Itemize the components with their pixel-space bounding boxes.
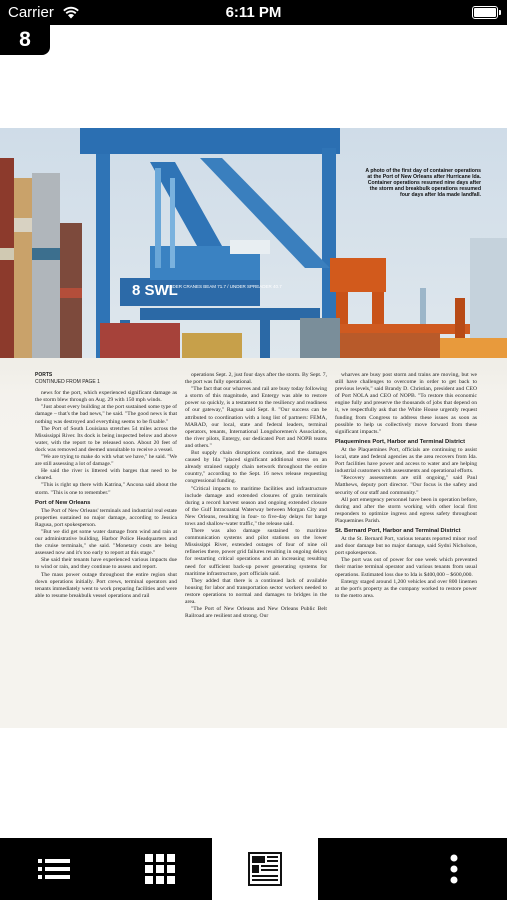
paragraph: The mass power outage throughout the entire region shut down operations initially. Port crews, terminal operators and tenants immediately went to work preparing facilities and were able to resume breakbulk vessel operations and rail	[35, 571, 177, 599]
paragraph: She said their tenants have experienced various impacts due to wind or rain, and they continue to assess and report.	[35, 557, 177, 571]
paragraph: "The Port of New Orleans and New Orleans Public Belt Railroad are resilient and strong. Our	[185, 606, 327, 620]
grid-icon	[145, 854, 175, 884]
carrier-label: Carrier	[8, 4, 54, 21]
paragraph: "Critical impacts to maritime facilities and infrastructure include damage and extended closures of grain terminals during a record harvest season and ongoing extended closure of the Gulf Intracoastal Waterway between Morgan City and New Orleans, resulting in four- to five-day delays for barge tows and shallow-water traffic," the release said.	[185, 485, 327, 527]
paragraph: "The fact that our wharves and rail are busy today following a storm of this magnitude, and Entergy was able to restore power so quickly, is a testament to the resiliency and readiness of our gateway," Ragusa said Sept. 8. "Our success can be attributed to coordination with a long list of partners: FEMA, MARAD, our local, state and federal leaders, terminal operators, tenants, International Longshoremen's Association, the river pilots, Entergy, our dedicated Port and NOPB teams and others."	[185, 386, 327, 449]
newspaper-page-icon	[248, 852, 282, 886]
list-view-button[interactable]	[6, 838, 101, 900]
status-bar	[0, 0, 507, 25]
paragraph: Entergy staged around 1,200 vehicles and over 800 linemen at the port's property as the company worked to restore power to the metro area.	[335, 578, 477, 599]
paragraph: "This is right up there with Katrina," Ancona said about the storm. "This is one to remember."	[35, 482, 177, 496]
more-options-button[interactable]	[406, 838, 501, 900]
battery-icon	[472, 6, 498, 19]
grid-view-button[interactable]	[112, 838, 207, 900]
paragraph: wharves are busy post storm and trains are moving, but we still have challenges to overcome in order to get back to previous levels," said Brandy D. Christian, president and CEO of Port NOLA and CEO of NOPB. "To restore this economic engine fully and preserve the thousands of jobs that depend on it, we respectfully ask that the White House urgently request funding from Congress to address these issues as soon as possible to help us collectively move forward from these significant impacts."	[335, 372, 477, 435]
more-vertical-icon	[450, 854, 458, 884]
paragraph: At the St. Bernard Port, various tenants reported minor roof and door damage but no major damage, said Sydni Nicholson, port spokesperson.	[335, 536, 477, 557]
crane-label-main: 8 SWL	[132, 282, 178, 299]
continued-line: CONTINUED FROM PAGE 1	[35, 379, 100, 386]
article-kicker: PORTS	[35, 372, 53, 378]
section-heading: St. Bernard Port, Harbor and Terminal District	[335, 527, 461, 534]
paragraph: "Recovery assessments are still ongoing," said Paul Matthews, deputy port director. "Our focus is the safety and security of our staff and community."	[335, 475, 477, 496]
paragraph: There was also damage sustained to maritime communication systems and pilot stations on the lower Mississippi River, extended outages of four of nine oil refineries there, power grid failures resulting in ongoing delays for restarting critical operations and an increasing resulting need for sufficient back-up power generating systems for maritime infrastructure, port officials said.	[185, 528, 327, 577]
page-view-button[interactable]	[212, 838, 318, 900]
list-icon	[38, 858, 70, 880]
paragraph: The Port of South Louisiana stretches 54 miles across the Mississippi River. Its dock is being inspected below and above water, with the report to be released soon. About 20 feet of dock was removed and deemed unsuitable to receive a vessel.	[35, 425, 177, 453]
paragraph: The Port of New Orleans' terminals and industrial real estate properties sustained no major damage, according to Jessica Ragusa, port spokesperson.	[35, 507, 177, 528]
article-column-1	[35, 372, 177, 600]
paragraph: At the Plaquemines Port, officials are continuing to assist local, state and federal agencies as the area recovers from Ida. Port facilities have power and access to water and are helping industrial customers with assessments and operational efforts.	[335, 446, 477, 475]
paragraph: They added that there is a continued lack of available housing for labor and transportation sector workers needed to restore operations to normal and damages to bridges in the area.	[185, 577, 327, 605]
paragraph: "Just about every building at the port sustained some type of damage – that's the bad news," he said. "The good news is that nothing was destroyed and everything seems to be fixable."	[35, 404, 177, 425]
paragraph: "We are trying to make do with what we have," he said. "We are still assessing a lot of damage."	[35, 454, 177, 468]
article-body	[0, 366, 507, 728]
article-column-2	[185, 372, 327, 620]
paragraph: operations Sept. 2, just four days after the storm. By Sept. 7, the port was fully operational.	[185, 372, 327, 386]
status-time: 6:11 PM	[225, 4, 282, 21]
newspaper-page[interactable]	[0, 128, 507, 728]
section-heading: Plaquemines Port, Harbor and Terminal District	[335, 438, 466, 445]
section-heading: Port of New Orleans	[35, 499, 91, 506]
paragraph: The port was out of power for one week which prevented their marine terminal operator and various tenants from usual operations. Estimated loss due to Ida is $400,000 – $600,000.	[335, 557, 477, 578]
paragraph: news for the port, which experienced significant damage as the storm blew through on Aug. 29 with 150 mph winds.	[35, 390, 177, 404]
bottom-toolbar	[0, 838, 507, 900]
article-column-3	[335, 372, 477, 600]
paragraph: All port emergency personnel have been in operation before, during and after the storm working with other local first responders to optimize ingress and egress safety throughout Plaquemines Parish.	[335, 496, 477, 524]
crane-label-sub: UNDER CRANES BEAM 71.7 / UNDER SPREADER 40.7	[166, 284, 282, 289]
paragraph: "But we did get some water damage from wind and rain at our administrative building, Harbor Police Headquarters and the cruise terminals," she said. "Monetary costs are being assessed now and it's too early to report at this stage."	[35, 528, 177, 557]
photo-caption: A photo of the first day of container operations at the Port of New Orleans after Hurricane Ida. Container operations resumed nine days after the storm and breakbulk operations resumed four days after Ida made landfall.	[365, 168, 481, 198]
paragraph: But supply chain disruptions continue, and the damages caused by Ida "placed significant additional stress on an already strained supply chain network throughout the entire country," according to the Sept. 16 news release requesting congressional funding.	[185, 450, 327, 485]
paragraph: He said the river is littered with barges that need to be cleared.	[35, 468, 177, 482]
page-number-badge: 8	[0, 25, 50, 55]
